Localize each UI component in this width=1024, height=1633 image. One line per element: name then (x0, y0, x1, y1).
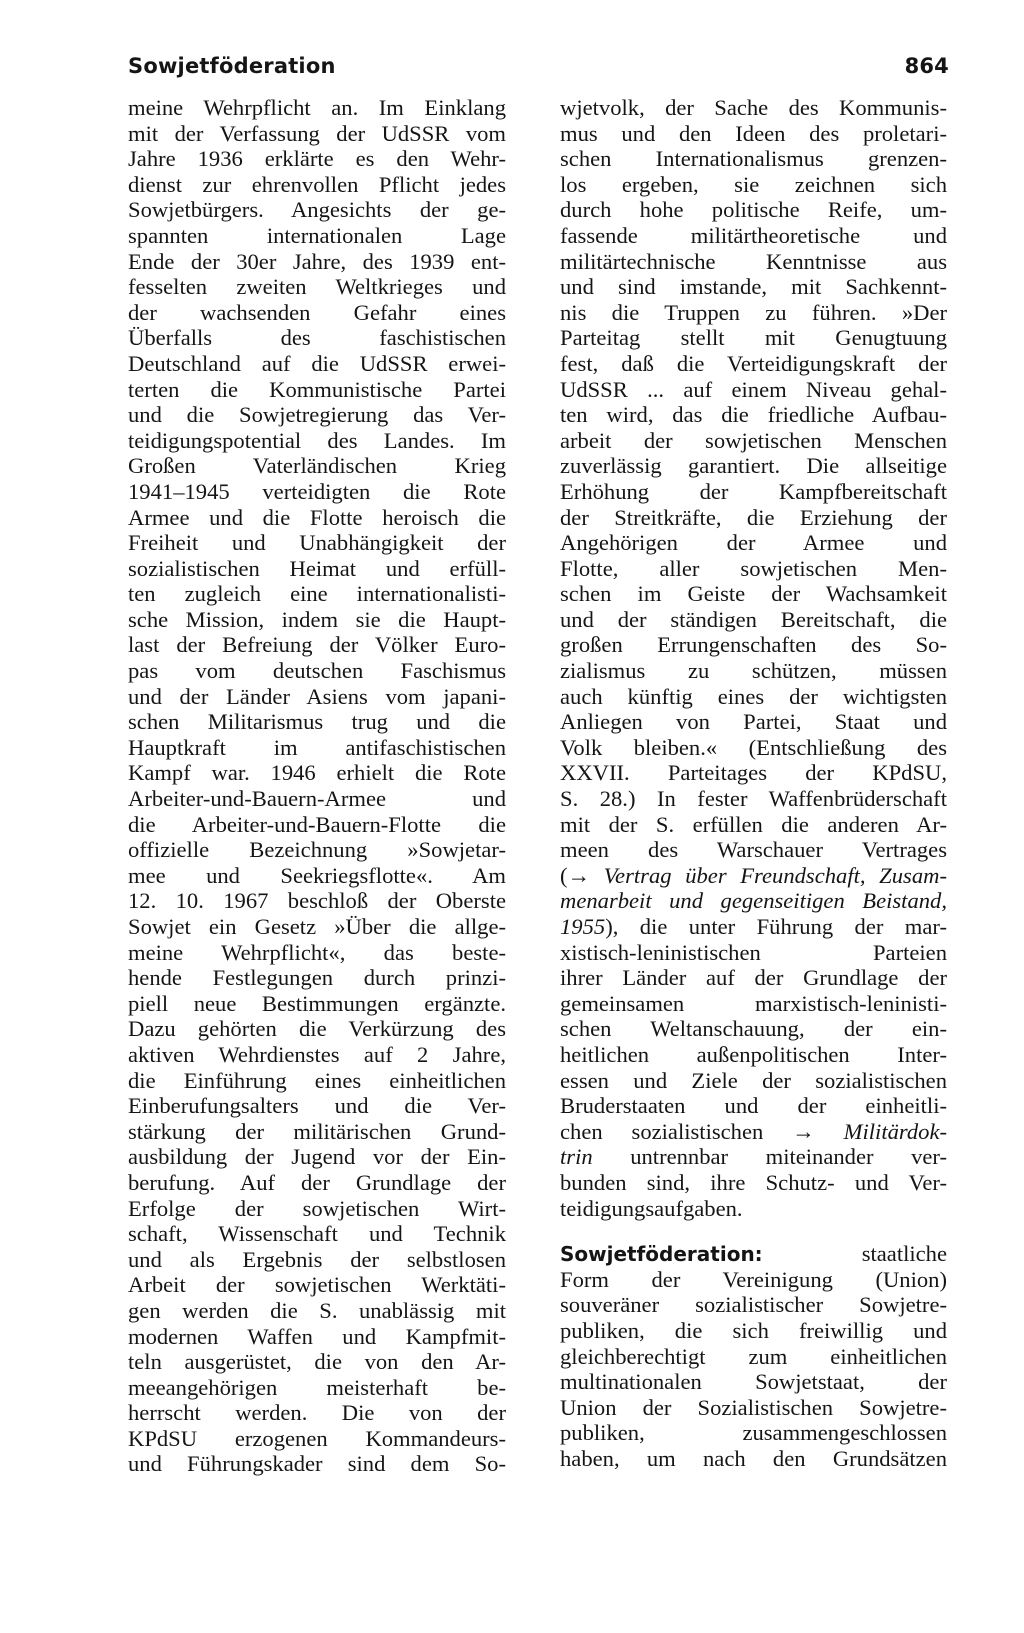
text-line: Armee und die Flotte heroisch die (128, 504, 506, 530)
text-line: schen Weltanschauung, der ein- (560, 1016, 947, 1042)
text-line: berufung. Auf der Grundlage der (128, 1169, 506, 1195)
text-line: zuverlässig garantiert. Die allseitige (560, 453, 947, 479)
text-line: 1941–1945 verteidigten die Rote (128, 478, 506, 504)
text-line: gen werden die S. unablässig mit (128, 1297, 506, 1323)
text-line: multinationalen Sowjetstaat, der (560, 1369, 947, 1395)
text-line: teidigungsaufgaben. (560, 1195, 743, 1221)
text-line: und der Länder Asiens vom japani- (128, 683, 506, 709)
text-line: fesselten zweiten Weltkrieges und (128, 274, 506, 300)
text-line: last der Befreiung der Völker Euro- (128, 632, 506, 658)
running-head (128, 50, 949, 82)
text-line: Anliegen von Partei, Staat und (560, 709, 947, 735)
text-line: meine Wehrpflicht«, das beste- (128, 939, 506, 965)
text-line: Überfalls des faschistischen (128, 325, 506, 351)
text-line: schen Internationalismus grenzen- (560, 146, 947, 172)
text-line: wjetvolk, der Sache des Kommunis- (560, 95, 947, 120)
text-line: Großen Vaterländischen Krieg (128, 453, 506, 479)
text-line: Freiheit und Unabhängigkeit der (128, 530, 506, 556)
text-line: fassende militärtheoretische und (560, 222, 947, 248)
text-line: teln ausgerüstet, die von den Ar- (128, 1349, 506, 1375)
left-column (128, 95, 506, 1477)
text-line: 1955), die unter Führung der mar- (560, 914, 947, 939)
text-line: haben, um nach den Grundsätzen (560, 1445, 947, 1471)
text-line: und als Ergebnis der selbstlosen (128, 1246, 506, 1272)
text-line: Deutschland auf die UdSSR erwei- (128, 350, 506, 376)
text-line: und die Sowjetregierung das Ver- (128, 402, 506, 428)
text-line: Erhöhung der Kampfbereitschaft (560, 478, 947, 504)
text-line: Volk bleiben.« (Entschließung des (560, 734, 947, 760)
text-line: Bruderstaaten und der einheitli- (560, 1093, 947, 1119)
text-line: die Einführung eines einheitlichen (128, 1067, 506, 1093)
text-line: Sowjet ein Gesetz »Über die allge- (128, 914, 506, 939)
text-line: Form der Vereinigung (Union) (560, 1266, 947, 1292)
text-line: UdSSR ... auf einem Niveau gehal- (560, 376, 947, 402)
text-line: mus und den Ideen des proletari- (560, 120, 947, 146)
text-line: fest, daß die Verteidigungskraft der (560, 350, 947, 376)
text-line: schen im Geiste der Wachsamkeit (560, 581, 947, 607)
text-line: ten zugleich eine internationalisti- (128, 581, 506, 607)
text-line: teidigungspotential des Landes. Im (128, 427, 506, 453)
text-line: sche Mission, indem sie die Haupt- (128, 606, 506, 632)
text-line: piell neue Bestimmungen ergänzte. (128, 990, 506, 1016)
text-line: aktiven Wehrdienstes auf 2 Jahre, (128, 1041, 506, 1067)
text-line: herrscht werden. Die von der (128, 1400, 506, 1426)
text-line: XXVII. Parteitages der KPdSU, (560, 760, 947, 786)
cross-reference: Vertrag über Freundschaft, Zusam- (603, 862, 947, 888)
text-line: und Führungskader sind dem So- (128, 1451, 506, 1477)
text-line: S. 28.) In fester Waffenbrüderschaft (560, 786, 947, 812)
text-line: Parteitag stellt mit Genugtuung (560, 325, 947, 351)
text-line: heitlichen außenpolitischen Inter- (560, 1041, 947, 1067)
text-line: zialismus zu schützen, müssen (560, 658, 947, 684)
text-line: Hauptkraft im antifaschistischen (128, 734, 506, 760)
text-line: menarbeit und gegenseitigen Beistand, (560, 888, 947, 914)
text-line: militärtechnische Kenntnisse aus (560, 248, 947, 274)
entry-headword-line: Sowjetföderation: staatliche (560, 1241, 947, 1267)
text-line: großen Errungenschaften des So- (560, 632, 947, 658)
text-line: Kampf war. 1946 erhielt die Rote (128, 760, 506, 786)
text-line: Arbeiter-und-Bauern-Armee und (128, 786, 506, 812)
text-line: KPdSU erzogenen Kommandeurs- (128, 1425, 506, 1451)
text-line: mit der Verfassung der UdSSR vom (128, 120, 506, 146)
text-line: Flotte, aller sowjetischen Men- (560, 555, 947, 581)
text-line: pas vom deutschen Faschismus (128, 658, 506, 684)
text-line: arbeit der sowjetischen Menschen (560, 427, 947, 453)
text-line: nis die Truppen zu führen. »Der (560, 299, 947, 325)
text-line: dienst zur ehrenvollen Pflicht jedes (128, 171, 506, 197)
text-line: chen sozialistischen → Militärdok- (560, 1118, 947, 1144)
text-line: Union der Sozialistischen Sowjetre- (560, 1394, 947, 1420)
text-line: auch künftig eines der wichtigsten (560, 683, 947, 709)
text-line: gleichberechtigt zum einheitlichen (560, 1343, 947, 1369)
text-line: modernen Waffen und Kampfmit- (128, 1323, 506, 1349)
entry-headword: Sowjetföderation: (560, 1242, 763, 1267)
text-line: Dazu gehörten die Verkürzung des (128, 1016, 506, 1042)
text-line: der wachsenden Gefahr eines (128, 299, 506, 325)
text-line: stärkung der militärischen Grund- (128, 1118, 506, 1144)
text-line: trin untrennbar miteinander ver- (560, 1144, 947, 1170)
text-line: publiken, die sich freiwillig und (560, 1317, 947, 1343)
text-line: essen und Ziele der sozialistischen (560, 1067, 947, 1093)
text-line: Arbeit der sowjetischen Werktäti- (128, 1272, 506, 1298)
text-line: bunden sind, ihre Schutz- und Ver- (560, 1169, 947, 1195)
text-line: mit der S. erfüllen die anderen Ar- (560, 811, 947, 837)
text-line: souveräner sozialistischer Sowjetre- (560, 1292, 947, 1318)
text-line: spannten internationalen Lage (128, 222, 506, 248)
text-line: (→ Vertrag über Freundschaft, Zusam- (560, 862, 947, 888)
right-column (560, 95, 947, 1471)
text-line: Einberufungsalters und die Ver- (128, 1093, 506, 1119)
text-line: ausbildung der Jugend vor der Ein- (128, 1144, 506, 1170)
text-line: hende Festlegungen durch prinzi- (128, 965, 506, 991)
text-line: der Streitkräfte, die Erziehung der (560, 504, 947, 530)
text-line: Erfolge der sowjetischen Wirt- (128, 1195, 506, 1221)
text-line: schaft, Wissenschaft und Technik (128, 1221, 506, 1247)
text-line: Jahre 1936 erklärte es den Wehr- (128, 146, 506, 172)
text-line: und der ständigen Bereitschaft, die (560, 606, 947, 632)
text-line: meine Wehrpflicht an. Im Einklang (128, 95, 506, 120)
page-number: 864 (904, 54, 949, 78)
text-line: Sowjetbürgers. Angesichts der ge- (128, 197, 506, 223)
text-line: Angehörigen der Armee und (560, 530, 947, 556)
cross-reference: Militärdok- (843, 1118, 947, 1144)
text-line: ten wird, das die friedliche Aufbau- (560, 402, 947, 428)
text-line: offizielle Bezeichnung »Sowjetar- (128, 837, 506, 863)
text-line: meeangehörigen meisterhaft be- (128, 1374, 506, 1400)
text-line: 12. 10. 1967 beschloß der Oberste (128, 888, 506, 914)
text-line: ihrer Länder auf der Grundlage der (560, 965, 947, 991)
text-line: und sind imstande, mit Sachkennt- (560, 274, 947, 300)
text-line: durch hohe politische Reife, um- (560, 197, 947, 223)
text-line: schen Militarismus trug und die (128, 709, 506, 735)
text-line: publiken, zusammengeschlossen (560, 1420, 947, 1446)
text-line: Ende der 30er Jahre, des 1939 ent- (128, 248, 506, 274)
text-line: xistisch-leninistischen Parteien (560, 939, 947, 965)
text-line: terten die Kommunistische Partei (128, 376, 506, 402)
text-line: meen des Warschauer Vertrages (560, 837, 947, 863)
running-head-title: Sowjetföderation (128, 54, 336, 78)
text-line: die Arbeiter-und-Bauern-Flotte die (128, 811, 506, 837)
text-line: gemeinsamen marxistisch-leninisti- (560, 990, 947, 1016)
text-line: los ergeben, sie zeichnen sich (560, 171, 947, 197)
text-line: sozialistischen Heimat und erfüll- (128, 555, 506, 581)
text-line: mee und Seekriegsflotte«. Am (128, 862, 506, 888)
